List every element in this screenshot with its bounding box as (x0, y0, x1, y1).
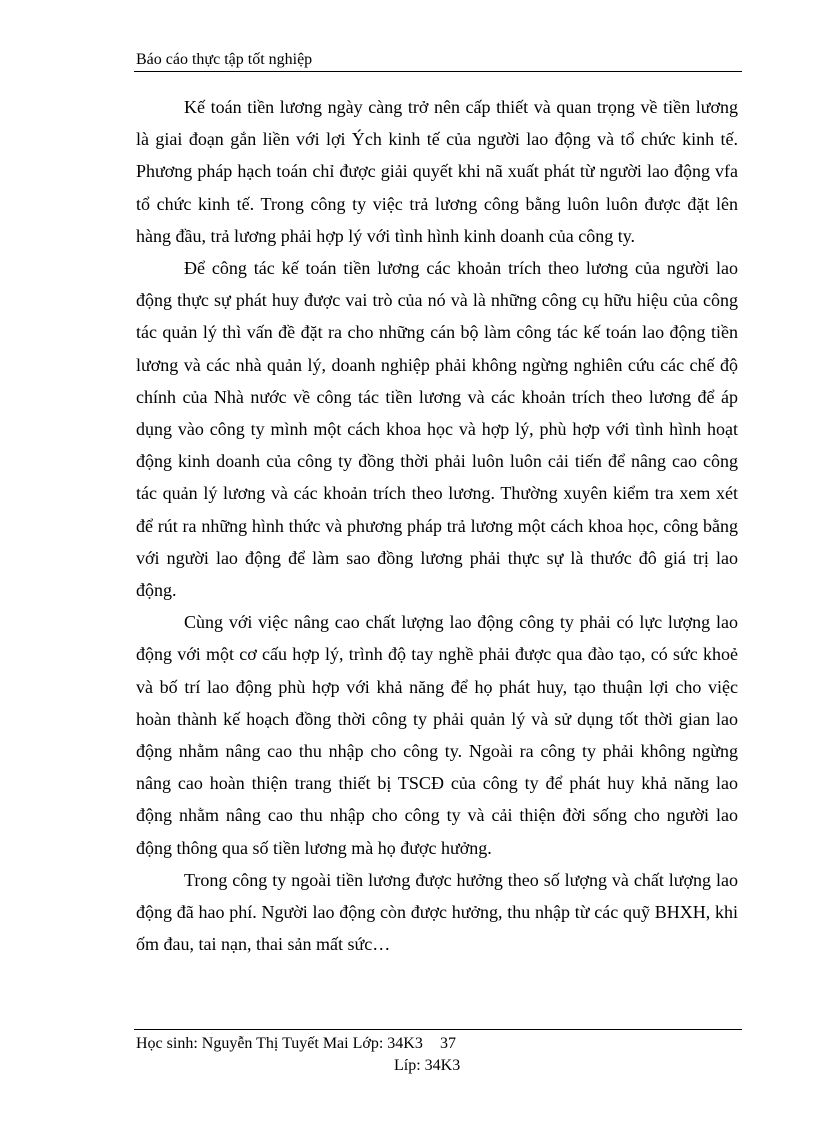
header-divider (134, 71, 742, 72)
paragraph-2: Để công tác kế toán tiền lương các khoản trích theo lương của người lao động thực sự phát huy được vai trò của nó và là những công cụ hữu hiệu của công tác quản lý thì vấn đề đặt ra cho những cán bộ làm công tác kế toán lao động tiền lương và các nhà quản lý, doanh nghiệp phải không ngừng nghiên cứu các chế độ chính của Nhà nước về công tác tiền lương và các khoản trích theo lương để áp dụng vào công ty mình một cách khoa học và hợp lý, phù hợp với tình hình hoạt động kinh doanh của công ty đồng thời phải luôn luôn cải tiến để nâng cao công tác quản lý lương và các khoản trích theo lương. Thường xuyên kiểm tra xem xét để rút ra những hình thức và phương pháp trả lương một cách khoa học, công bằng với người lao động để làm sao đồng lương phải thực sự là thước đô giá trị lao động. (136, 258, 738, 601)
paragraph-1: Kế toán tiền lương ngày càng trở nên cấp thiết và quan trọng về tiền lương là giai đoạn gắn liền với lợi Ých kinh tế của người lao động và tổ chức kinh tế. Phương pháp hạch toán chỉ được giải quyết khi nã xuất phát từ người lao động vfa tổ chức kinh tế. Trong công ty việc trả lương công bằng luôn luôn được đặt lên hàng đầu, trả lương phải hợp lý với tình hình kinh doanh của công ty. (136, 97, 738, 246)
paragraph-3: Cùng với việc nâng cao chất lượng lao động công ty phải có lực lượng lao động với một cơ cấu hợp lý, trình độ tay nghề phải được qua đào tạo, có sức khoẻ và bố trí lao động phù hợp với khả năng để họ phát huy, tạo thuận lợi cho việc hoàn thành kế hoạch đồng thời công ty phải quản lý và sử dụng tốt thời gian lao động nhằm nâng cao thu nhập cho công ty. Ngoài ra công ty phải không ngừng nâng cao hoàn thiện trang thiết bị TSCĐ của công ty để phát huy khả năng lao động nhằm nâng cao thu nhập cho công ty và cải thiện đời sống cho người lao động thông qua số tiền lương mà họ được hưởng. (136, 612, 738, 858)
footer-class: Líp: 34K3 (394, 1057, 461, 1074)
page-header-title: Báo cáo thực tập tốt nghiệp (136, 51, 313, 68)
footer-divider (134, 1029, 742, 1030)
page-number: 37 (440, 1035, 456, 1052)
paragraph-4: Trong công ty ngoài tiền lương được hưởng theo số lượng và chất lượng lao động đã hao phí. Người lao động còn được hưởng, thu nhập từ các quỹ BHXH, khi ốm đau, tai nạn, thai sản mất sức… (136, 869, 738, 955)
footer-student: Học sinh: Nguyễn Thị Tuyết Mai Lớp: 34K3 (136, 1035, 423, 1052)
document-body (136, 91, 738, 960)
